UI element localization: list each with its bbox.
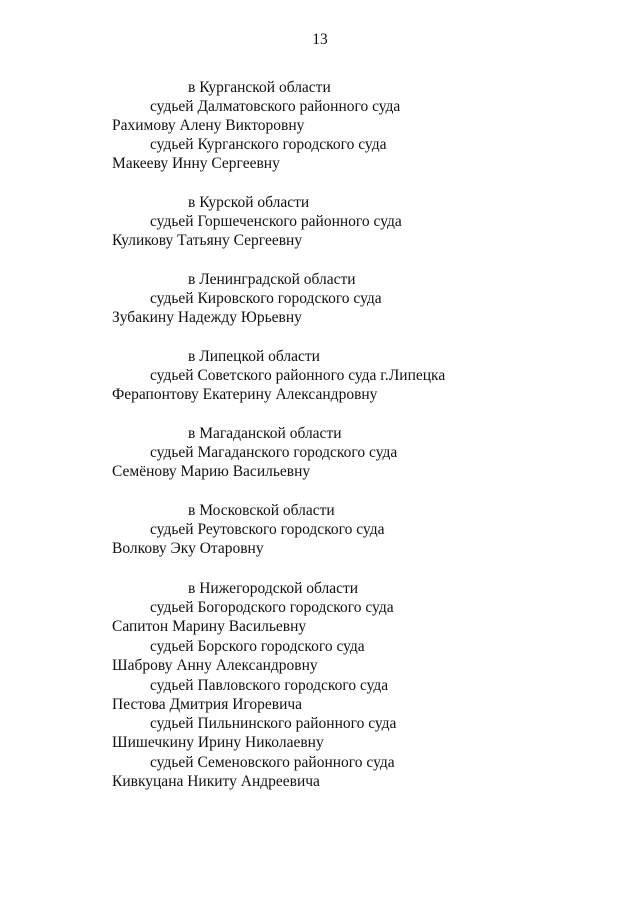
judge-name: Сапитон Марину Васильевну bbox=[112, 618, 307, 635]
region-heading: в Московской области bbox=[188, 502, 335, 519]
court-line: судьей Советского районного суда г.Липецка bbox=[150, 367, 446, 384]
region-heading: в Нижегородской области bbox=[188, 580, 359, 597]
judge-name: Шишечкину Ирину Николаевну bbox=[112, 734, 324, 751]
region-heading: в Курганской области bbox=[188, 79, 331, 96]
judge-name: Пестова Дмитрия Игоревича bbox=[112, 696, 303, 713]
court-line: судьей Богородского городского суда bbox=[150, 599, 394, 616]
judge-name: Ферапонтову Екатерину Александровну bbox=[112, 386, 378, 403]
judge-name: Волкову Эку Отаровну bbox=[112, 540, 264, 557]
page-number: 13 bbox=[312, 31, 328, 48]
court-line: судьей Далматовского районного суда bbox=[150, 98, 401, 115]
judge-name: Макееву Инну Сергеевну bbox=[112, 155, 280, 172]
judge-name: Зубакину Надежду Юрьевну bbox=[112, 309, 302, 326]
judge-name: Кивкуцана Никиту Андреевича bbox=[112, 773, 320, 790]
region-heading: в Ленинградской области bbox=[188, 271, 356, 288]
court-line: судьей Магаданского городского суда bbox=[150, 444, 398, 461]
court-line: судьей Павловского городского суда bbox=[150, 677, 389, 694]
judge-name: Семёнову Марию Васильевну bbox=[112, 463, 311, 480]
court-line: судьей Горшеченского районного суда bbox=[150, 213, 402, 230]
region-heading: в Магаданской области bbox=[188, 425, 342, 442]
judge-name: Рахимову Алену Викторовну bbox=[112, 117, 305, 134]
region-heading: в Курской области bbox=[188, 194, 310, 211]
court-line: судьей Семеновского районного суда bbox=[150, 754, 395, 771]
region-heading: в Липецкой области bbox=[188, 348, 320, 365]
court-line: судьей Курганского городского суда bbox=[150, 136, 387, 153]
court-line: судьей Пильнинского районного суда bbox=[150, 715, 397, 732]
court-line: судьей Реутовского городского суда bbox=[150, 521, 385, 538]
judge-name: Шаброву Анну Александровну bbox=[112, 657, 318, 674]
judge-name: Куликову Татьяну Сергеевну bbox=[112, 232, 303, 249]
court-line: судьей Кировского городского суда bbox=[150, 290, 382, 307]
court-line: судьей Борского городского суда bbox=[150, 638, 365, 655]
